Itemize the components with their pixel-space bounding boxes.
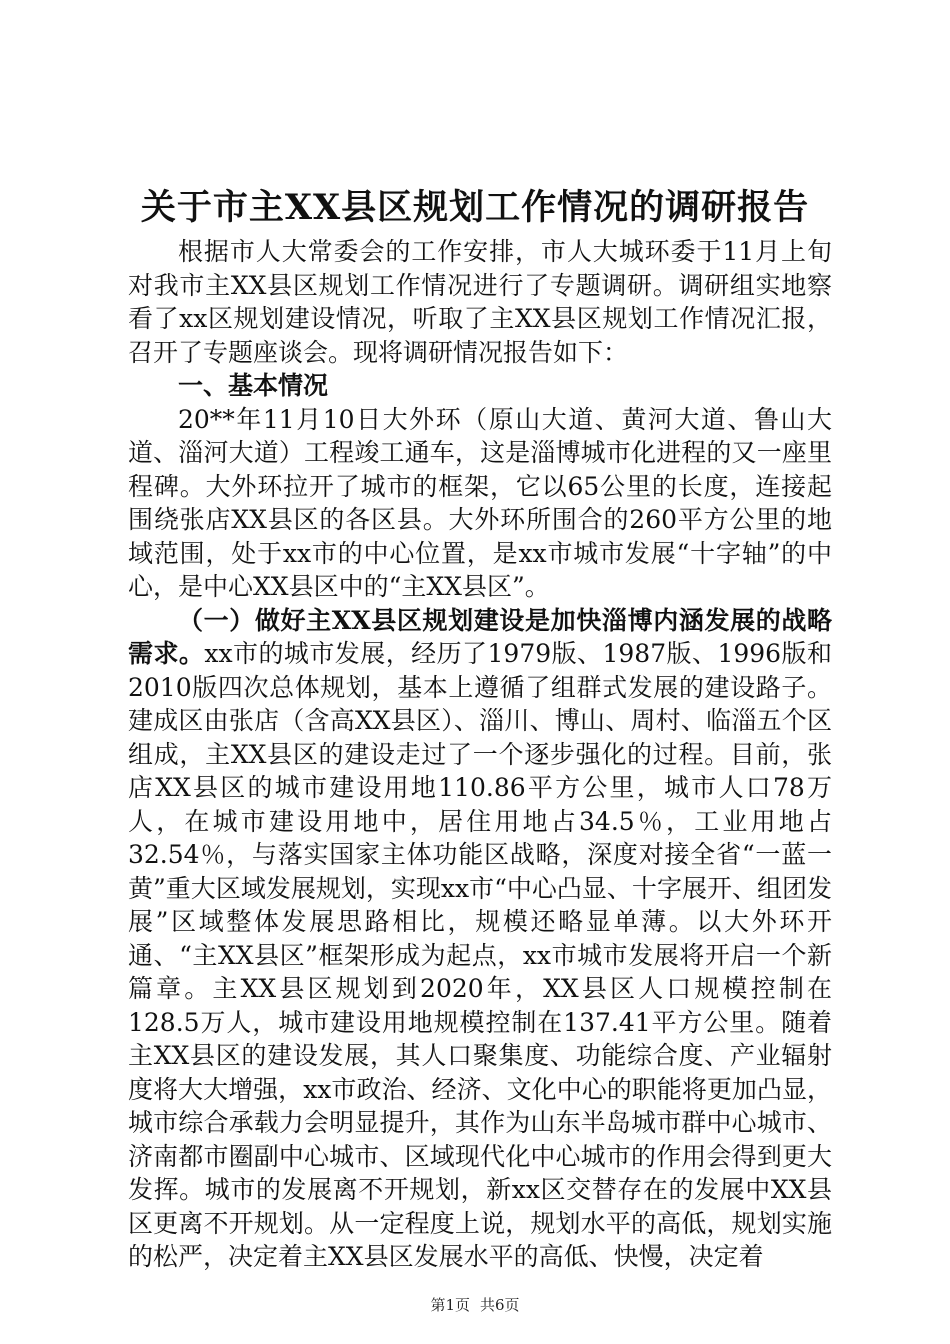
paragraph-strategic-need-body: xx市的城市发展，经历了1979版、1987版、1996版和2010版四次总体规划，基本上遵循了组群式发展的建设路子。建成区由张店（含高XX县区）、淄川、博山、周村、临淄五个区组成，主XX县区的建设走过了一个逐步强化的过程。目前，张店XX县区的城市建设用地110.86平方公里，城市人口78万人，在城市建设用地中，居住用地占34.5％，工业用地占32.54％，与落实国家主体功能区战略，深度对接全省“一蓝一黄”重大区域发展规划，实现xx市“中心凸显、十字展开、组团发展”区域整体发展思路相比，规模还略显单薄。以大外环开通、“主XX县区”框架形成为起点，xx市城市发展将开启一个新篇章。主XX县区规划到2020年，XX县区人口规模控制在128.5万人，城市建设用地规模控制在137.41平方公里。随着主XX县区的建设发展，其人口聚集度、功能综合度、产业辐射度将大大增强，xx市政治、经济、文化中心的职能将更加凸显，城市综合承载力会明显提升，其作为山东半岛城市群中心城市、济南都市圈副中心城市、区域现代化中心城市的作用会得到更大发挥。城市的发展离不开规划，新xx区交替存在的发展中XX县区更离不开规划。从一定程度上说，规划水平的高低，规划实施的松严，决定着主XX县区发展水平的高低、快慢，决定着	[128, 639, 832, 1271]
page-total: 共6页	[480, 1296, 520, 1314]
document-title: 关于市主XX县区规划工作情况的调研报告	[140, 187, 810, 228]
page-footer	[0, 1295, 950, 1315]
page-number: 第1页	[430, 1296, 470, 1314]
paragraph-outer-ring: 20**年11月10日大外环（原山大道、黄河大道、鲁山大道、淄河大道）工程竣工通车，这是淄博城市化进程的又一座里程碑。大外环拉开了城市的框架，它以65公里的长度，连接起围绕张店XX县区的各区县。大外环所围合的260平方公里的地域范围，处于xx市的中心位置，是xx市城市发展“十字轴”的中心，是中心XX县区中的“主XX县区”。	[128, 404, 832, 601]
document-body	[128, 235, 832, 1274]
intro-paragraph: 根据市人大常委会的工作安排，市人大城环委于11月上旬对我市主XX县区规划工作情况进行了专题调研。调研组实地察看了xx区规划建设情况，听取了主XX县区规划工作情况汇报，召开了专题座谈会。现将调研情况报告如下：	[128, 237, 832, 367]
paragraph-strategic-need	[128, 604, 832, 1274]
section-heading-basic-situation: 一、基本情况	[178, 371, 329, 400]
subsection-heading-strategic-need: （一）做好主XX县区规划建设是加快淄博内涵发展的战略需求。	[128, 605, 832, 668]
